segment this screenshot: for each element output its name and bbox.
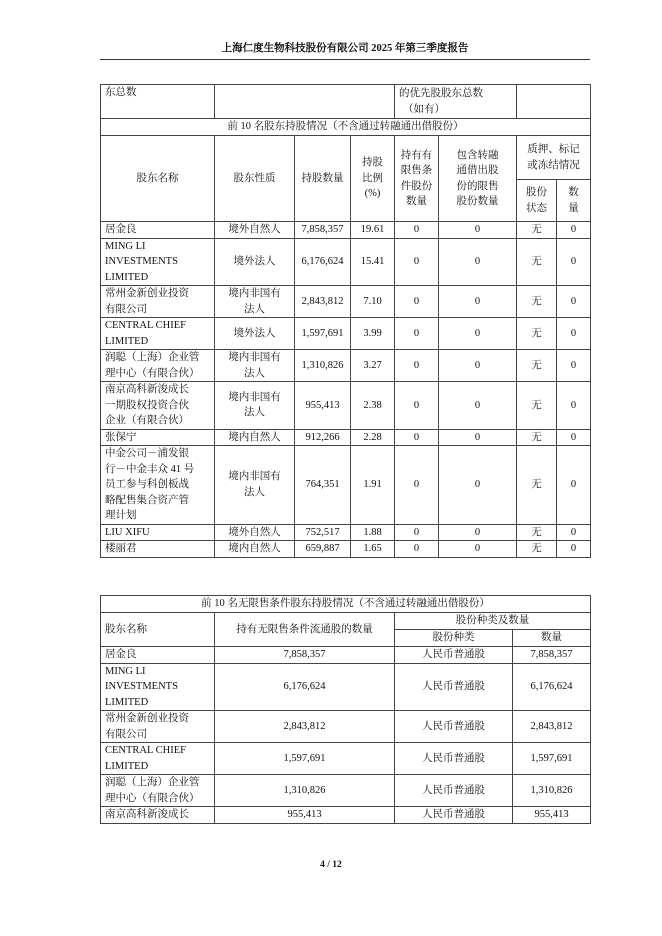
- table-row: [101, 382, 591, 430]
- shareholding-qty: 7,858,357: [295, 222, 351, 239]
- share-type: 人民币普通股: [395, 711, 513, 743]
- shareholder-name: 居金良: [101, 647, 215, 664]
- unrestricted-qty: 7,858,357: [215, 647, 395, 664]
- pledge-status: 无: [517, 524, 557, 541]
- header-nature: 股东性质: [215, 136, 295, 222]
- header-qty: 持股数量: [295, 136, 351, 222]
- header-pledge-qty: 数 量: [557, 180, 591, 222]
- unrestricted-qty: 955,413: [215, 807, 395, 824]
- preferred-left-value: [215, 85, 395, 119]
- shareholder-name: 常州金新创业投资 有限公司: [101, 711, 215, 743]
- shareholding-ratio: 1.91: [351, 446, 395, 525]
- unrestricted-qty: 1,310,826: [215, 775, 395, 807]
- shareholding-qty: 764,351: [295, 446, 351, 525]
- table-row: [101, 743, 591, 775]
- shareholding-ratio: 7.10: [351, 286, 395, 318]
- table-row: [101, 238, 591, 286]
- page-header: 上海仁度生物科技股份有限公司 2025 年第三季度报告: [100, 40, 590, 60]
- shareholding-qty: 6,176,624: [295, 238, 351, 286]
- shareholder-nature: 境内非国有 法人: [215, 350, 295, 382]
- u-header-amount: 数量: [513, 630, 591, 647]
- pledge-status: 无: [517, 429, 557, 446]
- pledge-status: 无: [517, 541, 557, 558]
- shareholder-name: 南京高科新浚成长: [101, 807, 215, 824]
- lending-restricted-qty: 0: [439, 222, 517, 239]
- lending-restricted-qty: 0: [439, 429, 517, 446]
- header-restricted: 持有有 限售条 件股份 数量: [395, 136, 439, 222]
- restricted-qty: 0: [395, 318, 439, 350]
- top10-title: 前 10 名股东持股情况（不含通过转融通出借股份）: [101, 119, 591, 136]
- unrestricted-shareholders-table: [100, 595, 591, 824]
- u-header-name: 股东名称: [101, 613, 215, 647]
- pledge-qty: 0: [557, 524, 591, 541]
- top10-shareholders-table: [100, 84, 591, 558]
- restricted-qty: 0: [395, 446, 439, 525]
- shareholder-name: 润聪（上海）企业管 理中心（有限合伙）: [101, 775, 215, 807]
- shareholder-name: 居金良: [101, 222, 215, 239]
- shareholding-qty: 752,517: [295, 524, 351, 541]
- pledge-qty: 0: [557, 318, 591, 350]
- pledge-qty: 0: [557, 382, 591, 430]
- pledge-status: 无: [517, 446, 557, 525]
- pledge-qty: 0: [557, 238, 591, 286]
- pledge-status: 无: [517, 238, 557, 286]
- shareholding-qty: 1,310,826: [295, 350, 351, 382]
- pledge-qty: 0: [557, 222, 591, 239]
- lending-restricted-qty: 0: [439, 238, 517, 286]
- pledge-qty: 0: [557, 429, 591, 446]
- pledge-status: 无: [517, 382, 557, 430]
- table-row: [101, 318, 591, 350]
- shareholder-nature: 境内自然人: [215, 541, 295, 558]
- preferred-left-label: 东总数: [101, 85, 215, 119]
- restricted-qty: 0: [395, 541, 439, 558]
- restricted-qty: 0: [395, 524, 439, 541]
- unrestricted-qty: 2,843,812: [215, 711, 395, 743]
- pledge-status: 无: [517, 222, 557, 239]
- lending-restricted-qty: 0: [439, 350, 517, 382]
- table-row: [101, 350, 591, 382]
- pledge-qty: 0: [557, 541, 591, 558]
- header-ratio: 持股 比例 (%): [351, 136, 395, 222]
- share-type: 人民币普通股: [395, 647, 513, 664]
- shareholding-ratio: 3.27: [351, 350, 395, 382]
- preferred-right-value: [517, 85, 591, 119]
- share-amount: 955,413: [513, 807, 591, 824]
- share-type: 人民币普通股: [395, 775, 513, 807]
- table-row: [101, 711, 591, 743]
- preferred-shareholder-row: [101, 85, 591, 119]
- share-amount: 1,597,691: [513, 743, 591, 775]
- share-amount: 2,843,812: [513, 711, 591, 743]
- unrestricted-qty: 1,597,691: [215, 743, 395, 775]
- shareholder-name: 南京高科新浚成长 一期股权投资合伙 企业（有限合伙）: [101, 382, 215, 430]
- shareholding-ratio: 1.65: [351, 541, 395, 558]
- shareholder-name: LIU XIFU: [101, 524, 215, 541]
- page-number: 4 / 12: [320, 860, 342, 870]
- preferred-right-label: 的优先股股东总数 （如有）: [395, 85, 517, 119]
- table-row: [101, 647, 591, 664]
- shareholding-ratio: 2.28: [351, 429, 395, 446]
- shareholder-name: MING LI INVESTMENTS LIMITED: [101, 663, 215, 711]
- restricted-qty: 0: [395, 238, 439, 286]
- share-amount: 1,310,826: [513, 775, 591, 807]
- share-type: 人民币普通股: [395, 743, 513, 775]
- table-row: [101, 524, 591, 541]
- u-header-type-group: 股份种类及数量: [395, 613, 591, 630]
- shareholder-nature: 境内非国有 法人: [215, 446, 295, 525]
- shareholding-qty: 955,413: [295, 382, 351, 430]
- pledge-qty: 0: [557, 446, 591, 525]
- lending-restricted-qty: 0: [439, 318, 517, 350]
- restricted-qty: 0: [395, 222, 439, 239]
- shareholding-ratio: 3.99: [351, 318, 395, 350]
- header-lending: 包含转融 通借出股 份的限售 股份数量: [439, 136, 517, 222]
- shareholder-name: 中金公司－浦发银 行－中金丰众 41 号 员工参与科创板战 略配售集合资产管 理计划: [101, 446, 215, 525]
- share-type: 人民币普通股: [395, 807, 513, 824]
- table-row: [101, 807, 591, 824]
- share-amount: 6,176,624: [513, 663, 591, 711]
- share-type: 人民币普通股: [395, 663, 513, 711]
- lending-restricted-qty: 0: [439, 524, 517, 541]
- u-header-type: 股份种类: [395, 630, 513, 647]
- shareholding-ratio: 19.61: [351, 222, 395, 239]
- shareholder-name: 张保宁: [101, 429, 215, 446]
- pledge-qty: 0: [557, 286, 591, 318]
- shareholder-nature: 境外法人: [215, 238, 295, 286]
- shareholding-qty: 1,597,691: [295, 318, 351, 350]
- table-row: [101, 222, 591, 239]
- table-row: [101, 429, 591, 446]
- shareholding-qty: 2,843,812: [295, 286, 351, 318]
- shareholder-name: CENTRAL CHIEF LIMITED: [101, 318, 215, 350]
- shareholder-name: 润聪（上海）企业管 理中心（有限合伙）: [101, 350, 215, 382]
- shareholder-nature: 境内非国有 法人: [215, 382, 295, 430]
- shareholding-ratio: 1.88: [351, 524, 395, 541]
- shareholder-name: 楼丽君: [101, 541, 215, 558]
- shareholder-name: 常州金新创业投资 有限公司: [101, 286, 215, 318]
- u-header-qty: 持有无限售条件流通股的数量: [215, 613, 395, 647]
- shareholder-nature: 境内自然人: [215, 429, 295, 446]
- lending-restricted-qty: 0: [439, 286, 517, 318]
- restricted-qty: 0: [395, 429, 439, 446]
- restricted-qty: 0: [395, 350, 439, 382]
- shareholder-nature: 境外法人: [215, 318, 295, 350]
- shareholder-nature: 境外自然人: [215, 524, 295, 541]
- shareholder-name: MING LI INVESTMENTS LIMITED: [101, 238, 215, 286]
- unrestricted-title: 前 10 名无限售条件股东持股情况（不含通过转融通出借股份）: [101, 596, 591, 613]
- shareholder-nature: 境内非国有 法人: [215, 286, 295, 318]
- header-pledge-status: 股份 状态: [517, 180, 557, 222]
- restricted-qty: 0: [395, 382, 439, 430]
- lending-restricted-qty: 0: [439, 382, 517, 430]
- shareholding-qty: 659,887: [295, 541, 351, 558]
- lending-restricted-qty: 0: [439, 541, 517, 558]
- shareholding-qty: 912,266: [295, 429, 351, 446]
- share-amount: 7,858,357: [513, 647, 591, 664]
- unrestricted-qty: 6,176,624: [215, 663, 395, 711]
- table-row: [101, 775, 591, 807]
- shareholder-nature: 境外自然人: [215, 222, 295, 239]
- pledge-status: 无: [517, 350, 557, 382]
- table-row: [101, 446, 591, 525]
- table-row: [101, 286, 591, 318]
- shareholder-name: CENTRAL CHIEF LIMITED: [101, 743, 215, 775]
- lending-restricted-qty: 0: [439, 446, 517, 525]
- pledge-status: 无: [517, 318, 557, 350]
- pledge-qty: 0: [557, 350, 591, 382]
- shareholding-ratio: 15.41: [351, 238, 395, 286]
- header-pledge: 质押、标记 或冻结情况: [517, 136, 591, 180]
- shareholding-ratio: 2.38: [351, 382, 395, 430]
- table-row: [101, 663, 591, 711]
- pledge-status: 无: [517, 286, 557, 318]
- restricted-qty: 0: [395, 286, 439, 318]
- header-name: 股东名称: [101, 136, 215, 222]
- table-row: [101, 541, 591, 558]
